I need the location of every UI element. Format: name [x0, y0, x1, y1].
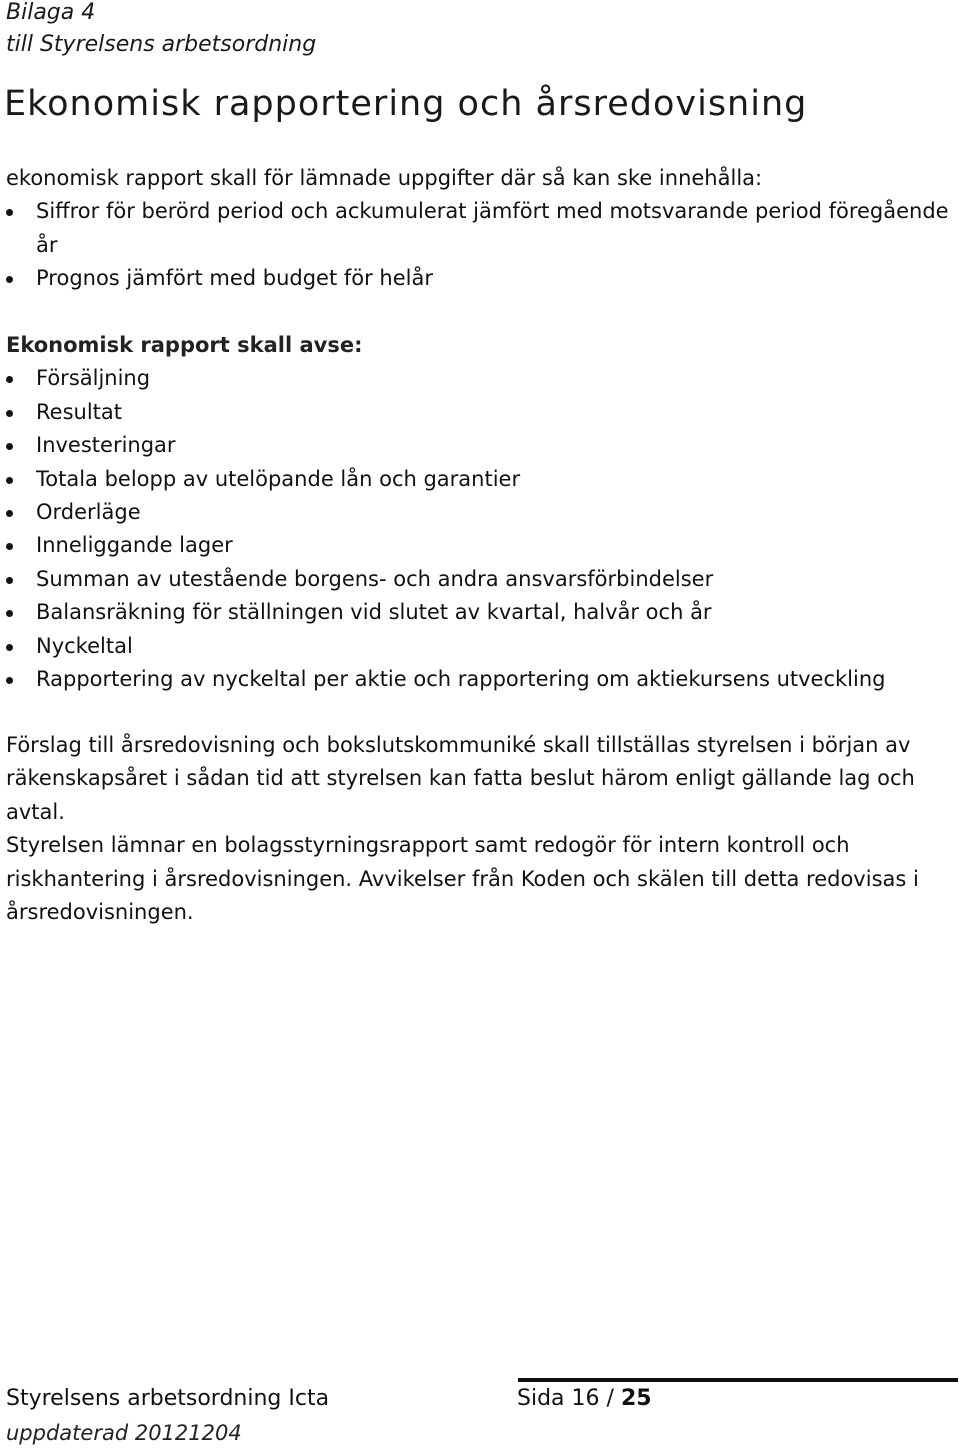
appendix-label: Bilaga 4	[6, 0, 96, 25]
report-heading: Ekonomisk rapport skall avse:	[6, 333, 363, 357]
closing-section	[6, 729, 956, 929]
footer-page-number	[517, 1386, 652, 1411]
bullet-icon	[6, 376, 13, 383]
list-item: Totala belopp av utelöpande lån och garantier	[6, 463, 956, 496]
footer-document-name: Styrelsens arbetsordning Icta	[6, 1386, 330, 1411]
list-item: Prognos jämfört med budget för helår	[6, 262, 956, 295]
list-item: Nyckeltal	[6, 630, 956, 663]
intro-section	[6, 162, 956, 296]
bullet-icon	[6, 577, 13, 584]
bullet-icon	[6, 209, 13, 216]
appendix-sublabel: till Styrelsens arbetsordning	[6, 32, 317, 57]
footer-rule	[518, 1378, 958, 1382]
list-item: Försäljning	[6, 362, 956, 395]
bullet-icon	[6, 677, 13, 684]
intro-lead: ekonomisk rapport skall för lämnade uppgifter där så kan ske innehålla:	[6, 166, 763, 190]
page-title: Ekonomisk rapportering och årsredovisning	[4, 84, 808, 124]
list-item: Resultat	[6, 396, 956, 429]
list-item: Inneliggande lager	[6, 529, 956, 562]
bullet-icon	[6, 276, 13, 283]
page-total: 25	[620, 1386, 652, 1411]
list-item: Balansräkning för ställningen vid slutet av kvartal, halvår och år	[6, 596, 956, 629]
bullet-icon	[6, 610, 13, 617]
report-bullet-list	[6, 362, 956, 696]
list-item: Summan av utestående borgens- och andra ansvarsförbindelser	[6, 563, 956, 596]
intro-bullet-list	[6, 195, 956, 295]
page-current: 16	[571, 1386, 600, 1411]
page-label: Sida	[517, 1386, 565, 1411]
paragraph-annual-report: Förslag till årsredovisning och bokslutskommuniké skall tillställas styrelsen i början av räkenskapsåret i sådan tid att styrelsen kan fatta beslut härom enligt gällande lag och avtal.	[6, 733, 915, 824]
list-item: Rapportering av nyckeltal per aktie och rapportering om aktiekursens utveckling	[6, 663, 956, 696]
bullet-icon	[6, 644, 13, 651]
paragraph-governance: Styrelsen lämnar en bolagsstyrningsrapport samt redogör för intern kontroll och riskhantering i årsredovisningen. Avvikelser från Koden och skälen till detta redovisas i årsredovisningen.	[6, 833, 919, 925]
bullet-icon	[6, 443, 13, 450]
bullet-icon	[6, 543, 13, 550]
list-item: Siffror för berörd period och ackumulerat jämfört med motsvarande period föregående år	[6, 195, 956, 262]
bullet-icon	[6, 477, 13, 484]
bullet-icon	[6, 410, 13, 417]
list-item: Investeringar	[6, 429, 956, 462]
page-separator: /	[606, 1386, 614, 1411]
footer-updated-date: uppdaterad 20121204	[6, 1421, 242, 1445]
report-section	[6, 329, 956, 696]
bullet-icon	[6, 510, 13, 517]
list-item: Orderläge	[6, 496, 956, 529]
